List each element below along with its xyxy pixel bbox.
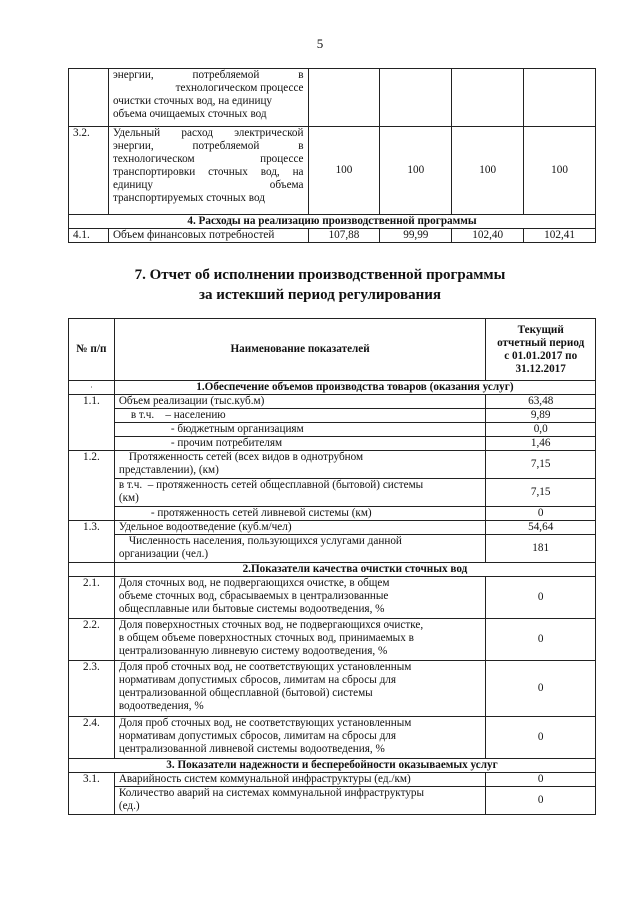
table-row [69, 127, 596, 215]
row-name: Протяженность сетей (всех видов в однотрубном представлении), (км) [114, 451, 486, 479]
table-row [69, 717, 596, 759]
section-title: 3. Показатели надежности и бесперебойности оказываемых услуг [69, 759, 596, 773]
row-name: - протяженность сетей ливневой системы (км) [114, 507, 486, 521]
table-row [69, 423, 596, 437]
header-name: Наименование показателей [114, 319, 486, 381]
row-num: 2.1. [69, 577, 115, 619]
value-cell: 102,40 [452, 229, 524, 243]
value-cell: 102,41 [524, 229, 596, 243]
value-cell: 107,88 [308, 229, 380, 243]
row-name-cont: энергии, потребляемой в технологическом процессе очистки сточных вод, на единицу объема очищаемых сточных вод [108, 69, 308, 127]
row-name: Доля сточных вод, не подвергающихся очистке, в общем объеме сточных вод, сбрасываемых в централизованные общесплавные или бытовые системы водоотведения, % [114, 577, 486, 619]
value-cell: 0 [486, 787, 596, 815]
value-cell: 0,0 [486, 423, 596, 437]
value-cell: 7,15 [486, 479, 596, 507]
value-cell: 0 [486, 661, 596, 717]
section-title: 1.Обеспечение объемов производства товаров (оказания услуг) [114, 381, 595, 395]
row-name: - прочим потребителям [114, 437, 486, 451]
value-cell: 100 [452, 127, 524, 215]
section-heading-line2: за истекший период регулирования [198, 287, 442, 303]
row-num: 2.4. [69, 717, 115, 759]
section-row [69, 381, 596, 395]
table-program-report [68, 318, 596, 815]
table-row [69, 787, 596, 815]
value-cell: 1,46 [486, 437, 596, 451]
value-cell: 100 [380, 127, 452, 215]
value-cell: 181 [486, 535, 596, 563]
row-name: - бюджетным организациям [114, 423, 486, 437]
row-num: 1.2. [69, 451, 115, 521]
row-name: Количество аварий на системах коммунальной инфраструктуры (ед.) [114, 787, 486, 815]
value-cell: 0 [486, 717, 596, 759]
row-num: 2.3. [69, 661, 115, 717]
table-row [69, 395, 596, 409]
row-num: 1.1. [69, 395, 115, 451]
table-row [69, 229, 596, 243]
value-cell: 7,15 [486, 451, 596, 479]
table-row [69, 661, 596, 717]
row-name: в т.ч. – протяженность сетей общесплавной (бытовой) системы (км) [114, 479, 486, 507]
table-row [69, 773, 596, 787]
table-production-program-continued [68, 68, 596, 243]
section-heading-line1: 7. Отчет об исполнении производственной программы [134, 267, 506, 283]
table-row [69, 577, 596, 619]
table-row [69, 69, 596, 127]
row-num: 3.1. [69, 773, 115, 815]
section-num: · [69, 381, 115, 395]
header-period: Текущий отчетный период с 01.01.2017 по 31.12.2017 [486, 319, 596, 381]
value-cell: 63,48 [486, 395, 596, 409]
row-name: Численность населения, пользующихся услугами данной организации (чел.) [114, 535, 486, 563]
section-row [69, 215, 596, 229]
row-name: Доля поверхностных сточных вод, не подвергающихся очистке, в общем объеме поверхностных сточных вод, принимаемых в централизованную ливневую систему водоотведения, % [114, 619, 486, 661]
row-name: Удельное водоотведение (куб.м/чел) [114, 521, 486, 535]
table-row [69, 409, 596, 423]
table-row [69, 479, 596, 507]
table-row [69, 535, 596, 563]
value-cell: 54,64 [486, 521, 596, 535]
value-cell: 0 [486, 773, 596, 787]
row-name: Доля проб сточных вод, не соответствующих установленным нормативам допустимых сбросов, лимитам на сбросы для централизованной общесплавной (бытовой) системы водоотведения, % [114, 661, 486, 717]
page-number: 5 [316, 36, 324, 51]
section-row [69, 759, 596, 773]
section-row [69, 563, 596, 577]
row-num: 1.3. [69, 521, 115, 563]
row-name: Объем реализации (тыс.куб.м) [114, 395, 486, 409]
value-cell: 0 [486, 507, 596, 521]
row-name: Удельный расход электрической энергии, потребляемой в технологическом процессе транспортировки сточных вод, на единицу объема транспортируемых сточных вод [108, 127, 308, 215]
table-header-row [69, 319, 596, 381]
value-cell: 0 [486, 619, 596, 661]
row-name: Объем финансовых потребностей [108, 229, 308, 243]
section-title: 4. Расходы на реализацию производственной программы [69, 215, 596, 229]
row-name: Доля проб сточных вод, не соответствующих установленным нормативам допустимых сбросов, лимитам на сбросы для централизованной ливневой системы водоотведения, % [114, 717, 486, 759]
header-num: № п/п [69, 319, 115, 381]
value-cell: 0 [486, 577, 596, 619]
value-cell: 9,89 [486, 409, 596, 423]
table-row [69, 619, 596, 661]
table-row [69, 437, 596, 451]
value-cell: 100 [524, 127, 596, 215]
row-name: Аварийность систем коммунальной инфраструктуры (ед./км) [114, 773, 486, 787]
table-row [69, 507, 596, 521]
row-num: 2.2. [69, 619, 115, 661]
row-num: 3.2. [69, 127, 109, 215]
value-cell: 99,99 [380, 229, 452, 243]
value-cell: 100 [308, 127, 380, 215]
table-row [69, 451, 596, 479]
row-num: 4.1. [69, 229, 109, 243]
section-title: 2.Показатели качества очистки сточных вод [114, 563, 595, 577]
table-row [69, 521, 596, 535]
row-name: в т.ч. – населению [114, 409, 486, 423]
